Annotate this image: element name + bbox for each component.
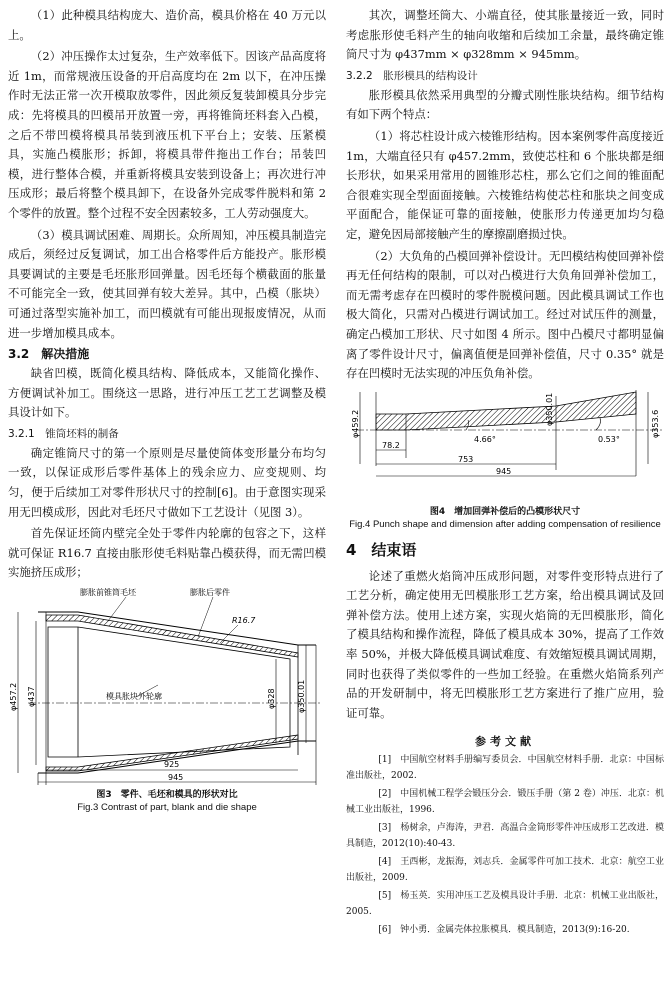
- dim-328: φ328: [267, 688, 276, 710]
- paragraph: （1）将芯柱设计成六棱锥形结构。因本案例零件高度接近 1m，大端直径只有 φ457.2mm，致使芯柱和 6 个胀块都是细长形状，如果采用常用的圆锥形芯柱，那么它们之间的锥面配合很难实现全型面面接触。六棱锥结构使芯柱和胀块之间变成平面配合，能保证可靠的面接触，使胀形力传递更加均匀稳定，避免因局部接触产生的摩擦副磨损过快。: [346, 128, 664, 241]
- references-title: 参考文献: [475, 735, 535, 749]
- dim-925: 925: [164, 760, 180, 770]
- paragraph: 缺省凹模，既简化模具结构、降低成本，又能简化操作、方便调试补加工。围绕这一思路，进行冲压工艺工艺调整及模具设计如下。: [8, 366, 326, 420]
- figure-4-drawing: [346, 386, 664, 502]
- dim-350: φ350.01: [297, 679, 306, 714]
- dim-459: φ459.2: [351, 409, 360, 438]
- label-die: 模具胀块外轮廓: [106, 692, 162, 702]
- section-heading-conclusion: 4 结束语: [346, 540, 417, 559]
- dim-945: 945: [496, 466, 512, 476]
- paragraph: （2）大负角的凸模回弹补偿设计。无凹模结构使回弹补偿再无任何结构的限制，可以对凸模进行大负角回弹补偿加工，而无需考虑存在凹模时的零件脱模问题。因此模具调试工作也极大简化，只需对凸模进行调试加工。经过对试压件的测量，确定凸模加工形状、尺寸如图 4 所示。图中凸模尺寸都明显偏离了零件设计尺寸，偏离值便是回弹补偿值，尺寸 0.35° 就是存在凹模时无法实现的冲压负角补偿。: [346, 248, 664, 381]
- right-column: [346, 6, 664, 942]
- figure-4-caption-en: Fig.4 Punch shape and dimension after adding compensation of resilience: [349, 518, 661, 530]
- label-blank: 膨胀前锥筒毛坯: [80, 588, 136, 598]
- subsection-heading: 3.2.1 锥筒坯料的制备: [8, 427, 119, 440]
- label-radius: R16.7: [232, 616, 256, 626]
- figure-3-caption-cn: 图3 零件、毛坯和模具的形状对比: [96, 790, 238, 801]
- paragraph: 首先保证坯筒内壁完全处于零件内轮廓的包容之下，这样就可保证 R16.7 直接由胀形使毛料贴靠凸模获得，而无需凹模实施挤压成形；: [8, 526, 326, 580]
- paragraph: 论述了重燃火焰筒冲压成形问题，对零件变形特点进行了工艺分析，确定使用无凹模胀形工艺方案，给出模具调试及回弹补偿方法。使用上述方案，实现火焰筒的无凹模胀形，简化了模具结构和操作流程，降低了模具成本 30%，提高了工作效率 50%，并极大降低模具调试难度、有效缩短模具调试周期，同时也获得了类似零件的一些加工经验。在重燃火焰筒系列产品的开发研制中，将无凹模胀形工艺方案进行了推广应用，验证可靠。: [346, 568, 664, 720]
- reference-item: [2] 中国机械工程学会锻压分会．锻压手册（第 2 卷）冲压．北京：机械工业出版社，1996.: [346, 789, 664, 815]
- figure-4-caption-cn: 图4 增加回弹补偿后的凸模形状尺寸: [429, 506, 581, 517]
- reference-item: [5] 杨玉英．实用冲压工艺及模具设计手册．北京：机械工业出版社，2005.: [346, 891, 664, 917]
- reference-item: [3] 杨树余，卢海涛，尹君．高温合金筒形零件冲压成形工艺改进．模具制造，2012(10):40-43.: [346, 823, 664, 849]
- angle-0-53: 0.53°: [598, 434, 620, 444]
- dim-945: 945: [168, 773, 184, 783]
- figure-3-caption-en: Fig.3 Contrast of part, blank and die shape: [77, 802, 257, 814]
- figure-3: [8, 585, 326, 814]
- figure-4: [346, 386, 664, 531]
- reference-item: [6] 钟小勇．金属壳体拉胀模具．模具制造，2013(9):16-20.: [378, 925, 630, 936]
- angle-4-66: 4.66°: [474, 434, 496, 444]
- dim-753: 753: [458, 454, 474, 464]
- references-list: [346, 753, 664, 939]
- reference-item: [4] 王西彬，龙振海，刘志兵．金属零件可加工技术．北京：航空工业出版社，2009.: [346, 857, 664, 883]
- subsection-heading: 3.2.2 胀形模具的结构设计: [346, 69, 478, 82]
- paragraph: （3）模具调试困难、周期长。众所周知，冲压模具制造完成后，须经过反复调试，加工出合格零件后方能投产。胀形模具要调试的主要是毛坯胀形回弹量。因毛坯每个横截面的胀量不可能完全一致，使其回弹有较大差异。其中，凸模（胀块）可通过落型实施补加工，而凹模就有可能出现报废情况，从而进一步增加模具成本。: [8, 227, 326, 340]
- section-heading: 3.2 解决措施: [8, 347, 90, 362]
- paragraph: （2）冲压操作太过复杂，生产效率低下。因该产品高度将近 1m，而常规液压设备的开启高度均在 2m 以下，在冲压操作时无法正常一次开模取放零件，因此须反复装卸模具分步完成：先将模具的凹模吊开放置一旁，再将锥筒坯料套入凸模，之后不带凹模将模具吊装到液压机下平台上；安装、压紧模具，实施凸模胀形；拆卸，将模具带件拖出工作台；吊装凹模，进行整体合模，并重新将模具安装到设备上；再次进行冲压成形；最后将整个模具卸下，在设备外完成零件脱料和第 2 个零件的放置。整个过程不安全因素较多，工人劳动强度大。: [8, 49, 326, 220]
- dim-437: φ437: [27, 686, 36, 708]
- paragraph: 胀形模具依然采用典型的分瓣式刚性胀块结构。细节结构有如下两个特点：: [346, 87, 664, 122]
- dim-353: φ353.6: [651, 409, 660, 438]
- figure-3-drawing: [8, 585, 326, 785]
- paragraph: （1）此种模具结构庞大、造价高，模具价格在 40 万元以上。: [8, 8, 326, 42]
- paragraph: 其次，调整坯筒大、小端直径，使其胀量接近一致，同时考虑胀形使毛料产生的轴向收缩和后续加工余量，最终确定锥筒尺寸为 φ437mm × φ328mm × 945mm。: [346, 8, 664, 62]
- dim-457: φ457.2: [9, 682, 18, 712]
- paragraph: 确定锥筒尺寸的第一个原则是尽量使筒体变形量分布均匀一致，以保证成形后零件基体上的残余应力、应变规则、均匀，便于后续加工对零件形状尺寸的控制[6]。由于意图实现采用无凹模成形，因此对毛坯尺寸做如下工艺设计（见图 3）。: [8, 445, 326, 519]
- label-part: 膨胀后零件: [190, 588, 230, 598]
- reference-item: [1] 中国航空材料手册编写委员会．中国航空材料手册．北京：中国标准出版社，2002.: [346, 755, 664, 781]
- dim-78-2: 78.2: [382, 440, 400, 450]
- left-column: [8, 6, 326, 814]
- dim-350: φ350.01: [545, 392, 554, 426]
